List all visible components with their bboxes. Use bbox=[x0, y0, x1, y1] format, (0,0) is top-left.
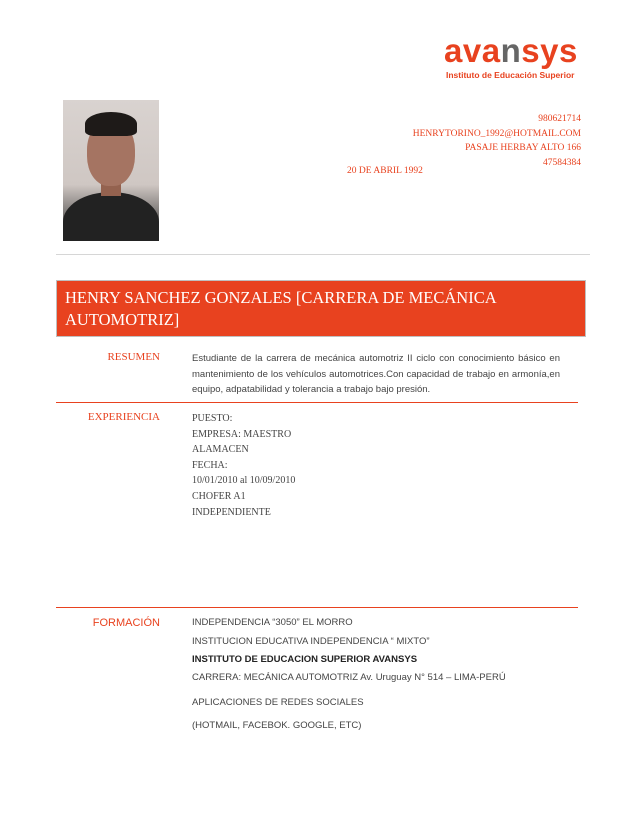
education-line: (HOTMAIL, FACEBOK. GOOGLE, ETC) bbox=[192, 720, 362, 731]
logo-subtitle: Instituto de Educación Superior bbox=[446, 70, 575, 80]
experience-list bbox=[192, 411, 295, 520]
education-line: CARRERA: MECÁNICA AUTOMOTRIZ Av. Uruguay N° 514 – LIMA-PERÚ bbox=[192, 672, 506, 683]
experience-divider bbox=[56, 607, 578, 608]
experience-line: 10/01/2010 al 10/09/2010 bbox=[192, 475, 296, 487]
education-line: INSTITUCION EDUCATIVA INDEPENDENCIA “ MIXTO” bbox=[192, 636, 430, 647]
profile-photo bbox=[63, 100, 159, 241]
avansys-logo bbox=[444, 34, 594, 84]
education-list bbox=[192, 617, 506, 731]
contact-block bbox=[413, 112, 581, 170]
education-label: FORMACIÓN bbox=[92, 617, 160, 629]
experience-line: CHOFER A1 bbox=[192, 490, 246, 502]
experience-line: ALAMACEN bbox=[192, 444, 249, 456]
experience-line: EMPRESA: MAESTRO bbox=[192, 428, 292, 440]
phone-number: 980621714 bbox=[538, 114, 581, 124]
summary-divider bbox=[56, 402, 578, 403]
summary-label: RESUMEN bbox=[107, 351, 160, 363]
experience-line: FECHA: bbox=[192, 459, 228, 471]
name-banner bbox=[56, 280, 586, 337]
summary-text: Estudiante de la carrera de mecánica automotriz II ciclo con conocimiento básico en mantenimiento de los vehículos automotrices.Con capacidad de trabajo en armonía,en equipo, adpatabilidad y tolerancia a trabajo bajo presión. bbox=[192, 353, 560, 395]
home-address: PASAJE HERBAY ALTO 166 bbox=[465, 143, 581, 153]
experience-line: INDEPENDIENTE bbox=[192, 506, 271, 518]
birth-date: 20 DE ABRIL 1992 bbox=[347, 166, 423, 176]
candidate-name: HENRY SANCHEZ GONZALES [CARRERA DE MECÁNICA AUTOMOTRIZ] bbox=[65, 288, 496, 329]
education-line: APLICACIONES DE REDES SOCIALES bbox=[192, 697, 364, 708]
experience-line: PUESTO: bbox=[192, 413, 233, 424]
email-address: HENRYTORINO_1992@HOTMAIL.COM bbox=[412, 128, 581, 139]
logo-wordmark: avansys bbox=[444, 32, 578, 69]
education-line: INDEPENDENCIA “3050” EL MORRO bbox=[192, 617, 353, 628]
education-line: INSTITUTO DE EDUCACION SUPERIOR AVANSYS bbox=[192, 654, 418, 665]
header-divider bbox=[56, 254, 590, 255]
id-number: 47584384 bbox=[543, 157, 581, 168]
experience-label: EXPERIENCIA bbox=[87, 411, 160, 423]
